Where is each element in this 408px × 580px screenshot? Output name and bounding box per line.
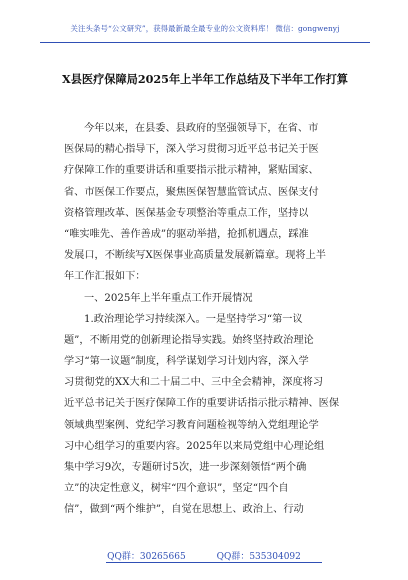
paragraph-line: 省、市医保工作要点，聚焦医保智慧监管试点、医保支付 (64, 186, 319, 198)
header-banner: 关注头条号“公文研究”，获得最新最全最专业的公文资料库！ 微信：gongwenyj (70, 24, 340, 33)
paragraph-line: 发展口，不断续写X医保事业高质量发展新篇章。现将上半 (64, 250, 326, 262)
paragraph-line: 近平总书记关于医疗保障工作的重要讲话指示批示精神、医保 (64, 398, 340, 410)
footer-divider (106, 562, 322, 563)
paragraph-line: 今年以来，在县委、县政府的坚强领导下，在省、市 (84, 123, 319, 134)
header-divider (40, 42, 370, 43)
paragraph-line: 信”，做到“两个维护”，自觉在思想上、政治上、行动 (64, 504, 304, 516)
paragraph-line: 1.政治理论学习持续深入。一是坚持学习“第一议 (84, 313, 303, 325)
paragraph-line: 资格管理改革、医保基金专项整治等重点工作，坚持以 (64, 207, 309, 219)
footer-contact (0, 549, 408, 562)
paragraph-line: 立”的决定性意义，树牢“四个意识”，坚定“四个自 (64, 483, 289, 495)
paragraph-line: 学习“第一议题”制度，科学谋划学习计划内容，深入学 (64, 356, 309, 368)
footer-qq-group-1: QQ群：30265665 (107, 552, 186, 562)
body-text (64, 118, 354, 521)
paragraph-line: 题”，不断用党的创新理论指导实践。始终坚持政治理论 (64, 334, 314, 346)
footer-qq-group-2: QQ群：535304092 (216, 552, 301, 562)
paragraph-line: 习贯彻党的XX大和二十届二中、三中全会精神，深度将习 (64, 377, 324, 389)
paragraph-line: 集中学习9次，专题研讨5次，进一步深刻领悟“两个确 (64, 462, 307, 473)
document-title: X县医疗保障局2025年上半年工作总结及下半年工作打算 (62, 72, 348, 86)
section-heading: 一、2025年上半年重点工作开展情况 (84, 292, 253, 304)
paragraph-line: 医保局的精心指导下，深入学习贯彻习近平总书记关于医 (64, 144, 319, 156)
paragraph-line: 年工作汇报如下： (64, 271, 146, 283)
paragraph-line: 疗保障工作的重要讲话和重要指示批示精神，紧贴国家、 (64, 165, 319, 177)
paragraph-line: 领域典型案例、党纪学习教育问题检视等纳入党组理论学 (64, 419, 319, 431)
paragraph-line: “唯实唯先、善作善成”的驱动举措，抢抓机遇点，踩准 (64, 228, 309, 240)
paragraph-line: 习中心组学习的重要内容。2025年以来局党组中心理论组 (64, 440, 325, 452)
